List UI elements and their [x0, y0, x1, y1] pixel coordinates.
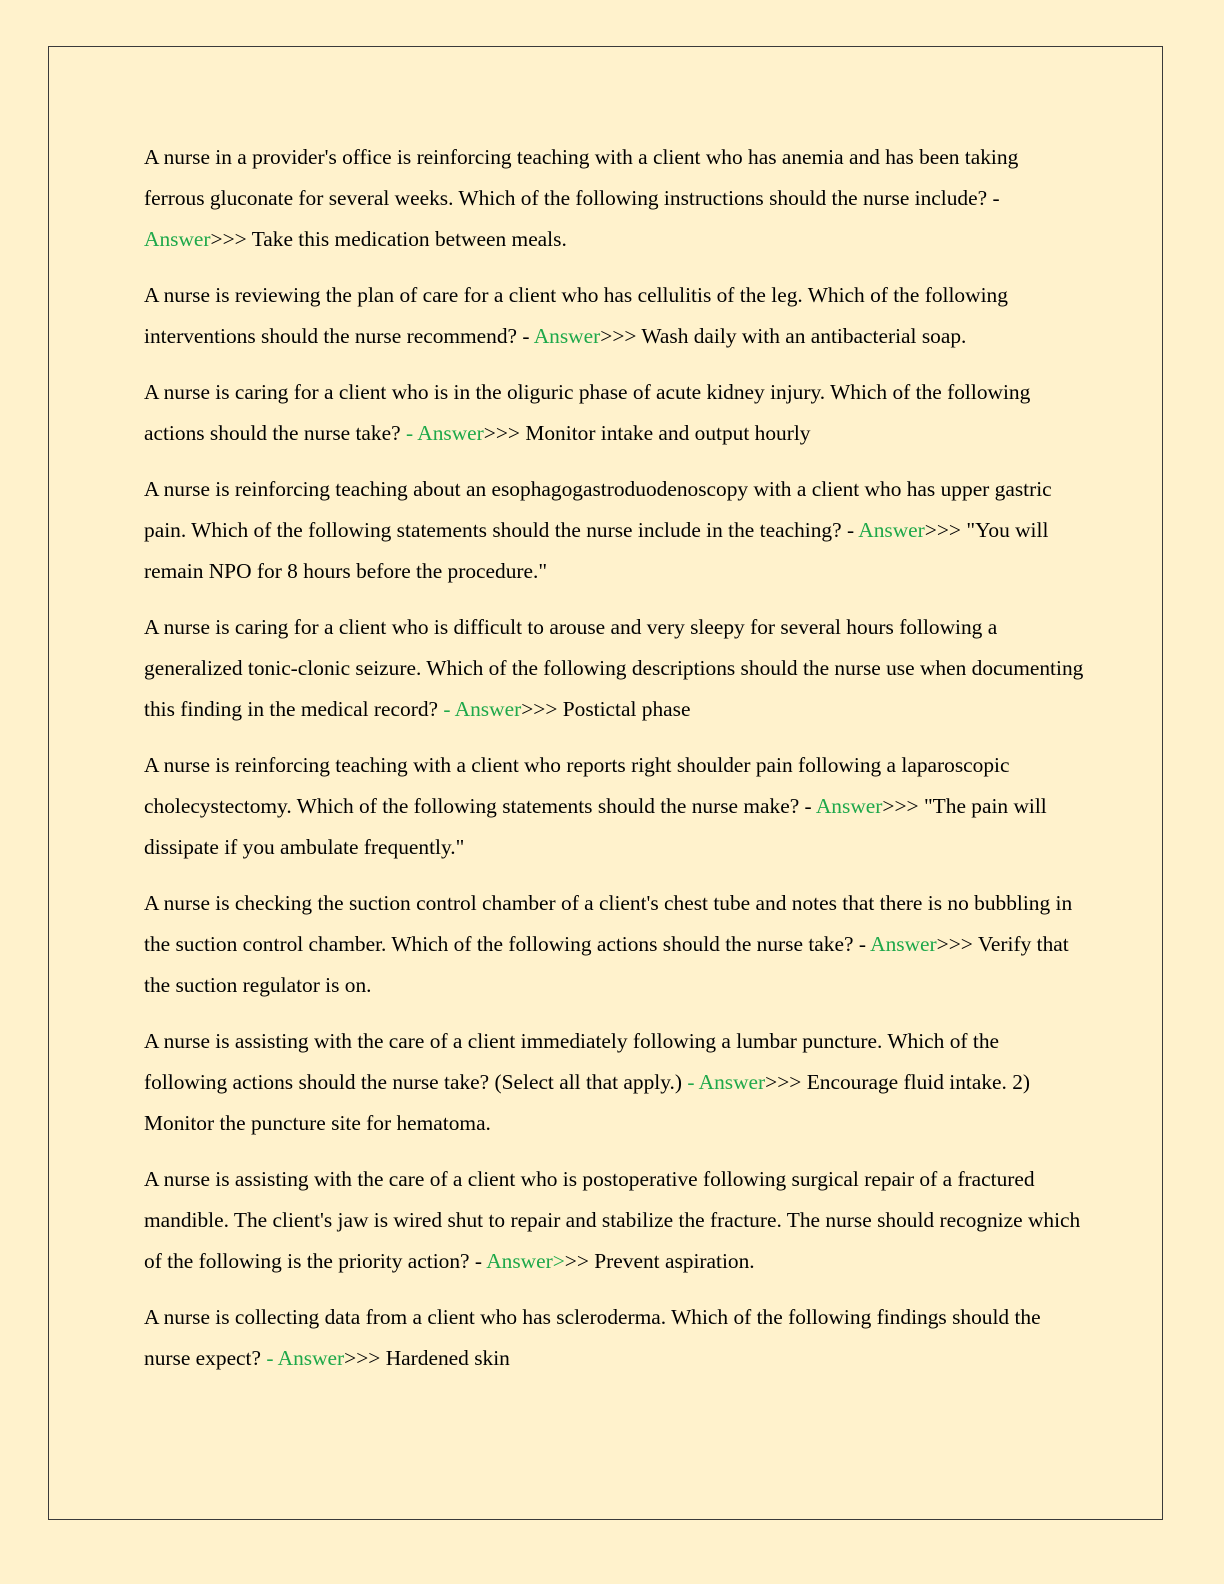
answer-label: - Answer — [266, 1346, 345, 1370]
qa-item-8 — [144, 1021, 1084, 1144]
answer-label: Answer — [815, 794, 883, 818]
question-text: A nurse is caring for a client who is difficult to arouse and very sleepy for several hours following a generalized tonic-clonic seizure. Which of the following descriptions should the nurse use when documenting this finding in the medical record? — [144, 615, 1084, 721]
question-text: A nurse is caring for a client who is in the oliguric phase of acute kidney injury. Which of the following actions should the nurse take? — [144, 380, 1031, 445]
qa-item-6 — [144, 745, 1084, 868]
question-text: A nurse is reviewing the plan of care for a client who has cellulitis of the leg. Which of the following interventions should the nurse recommend? - — [144, 283, 1008, 348]
qa-item-2 — [144, 275, 1084, 357]
answer-text: >>> Hardened skin — [344, 1346, 510, 1370]
qa-list — [144, 137, 1084, 1394]
answer-label: Answer> — [486, 1249, 565, 1273]
answer-label: - Answer — [405, 421, 484, 445]
answer-text: >>> Verify that the suction regulator is on. — [144, 932, 1069, 997]
answer-label: Answer — [144, 227, 211, 251]
answer-text: >>> Wash daily with an antibacterial soap. — [600, 324, 967, 348]
qa-item-10 — [144, 1297, 1084, 1379]
question-text: A nurse is collecting data from a client who has scleroderma. Which of the following findings should the nurse expect? — [144, 1305, 1041, 1370]
answer-label: Answer — [858, 518, 925, 542]
answer-text: >>> "The pain will dissipate if you ambulate frequently." — [144, 794, 1047, 859]
answer-text: >> Prevent aspiration. — [564, 1249, 755, 1273]
qa-item-1 — [144, 137, 1084, 260]
qa-item-5 — [144, 607, 1084, 730]
question-text: A nurse is reinforcing teaching with a client who reports right shoulder pain following a laparoscopic cholecystectomy. Which of the following statements should the nurse make? - — [144, 753, 1010, 818]
answer-text: >>> Postictal phase — [521, 697, 691, 721]
answer-label: - Answer — [687, 1070, 766, 1094]
answer-text: >>> "You will remain NPO for 8 hours before the procedure." — [144, 518, 1049, 583]
answer-text: >>> Take this medication between meals. — [210, 227, 567, 251]
answer-label: Answer — [533, 324, 601, 348]
answer-text: >>> Monitor intake and output hourly — [483, 421, 811, 445]
qa-item-7 — [144, 883, 1084, 1006]
qa-item-3 — [144, 372, 1084, 454]
answer-label: - Answer — [443, 697, 522, 721]
question-text: A nurse is assisting with the care of a client immediately following a lumbar puncture. Which of the following actions should the nurse take? (Select all that apply.) — [144, 1029, 1000, 1094]
answer-label: Answer — [870, 932, 937, 956]
question-text: A nurse is assisting with the care of a client who is postoperative following surgical repair of a fractured mandible. The client's jaw is wired shut to repair and stabilize the fracture. The nurse should recognize which of the following is the priority action? - — [144, 1167, 1081, 1273]
question-text: A nurse is checking the suction control chamber of a client's chest tube and notes that there is no bubbling in the suction control chamber. Which of the following actions should the nurse take? - — [144, 891, 1073, 956]
question-text: A nurse is reinforcing teaching about an esophagogastroduodenoscopy with a client who has upper gastric pain. Which of the following statements should the nurse include in the teaching? - — [144, 477, 1052, 542]
question-text: A nurse in a provider's office is reinforcing teaching with a client who has anemia and has been taking ferrous gluconate for several weeks. Which of the following instructions should the nurse include? - — [144, 145, 1019, 210]
answer-text: >>> Encourage fluid intake. 2) Monitor the puncture site for hematoma. — [144, 1070, 1031, 1135]
qa-item-4 — [144, 469, 1084, 592]
qa-item-9 — [144, 1159, 1084, 1282]
